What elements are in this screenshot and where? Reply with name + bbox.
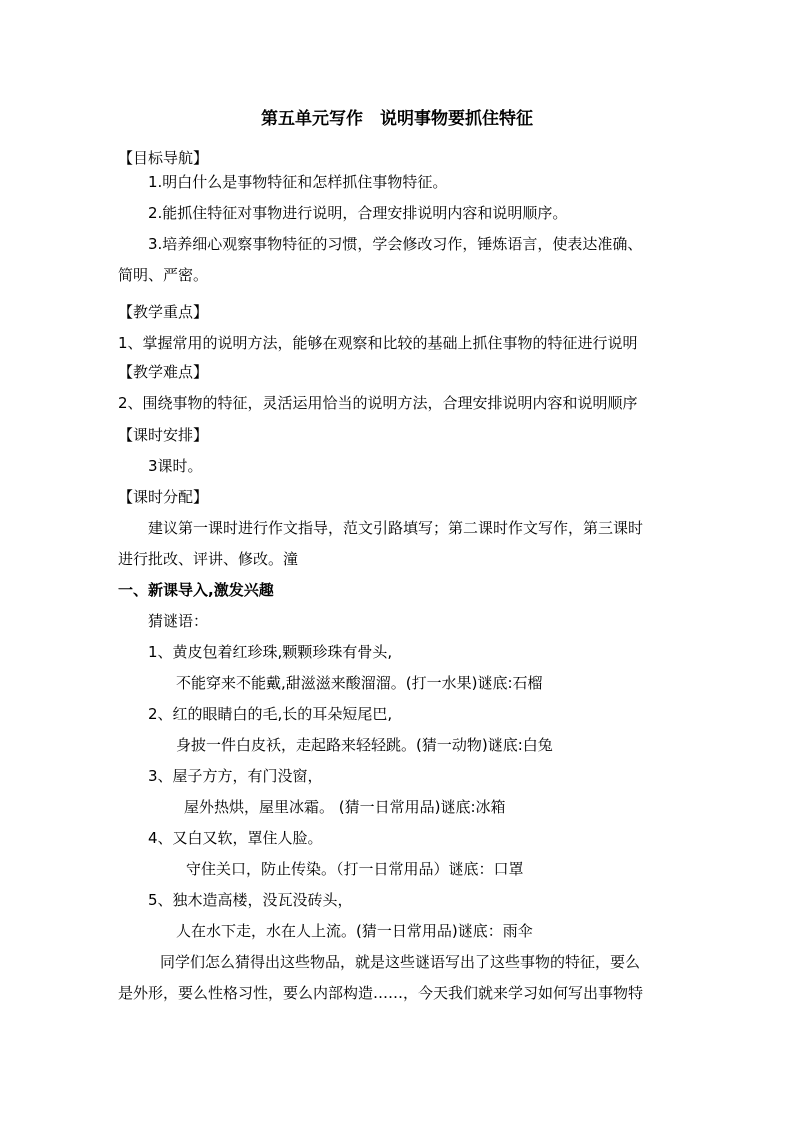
schedule-heading: 【课时安排】 (118, 426, 209, 444)
closing-paragraph-line-1: 同学们怎么猜得出这些物品，就是这些谜语写出了这些事物的特征，要么 (160, 953, 641, 971)
goals-heading: 【目标导航】 (118, 149, 209, 167)
allocation-text-line-2: 进行批改、评讲、修改。潼 (118, 550, 299, 568)
goal-item-3-line-2: 简明、严密。 (118, 266, 209, 284)
riddle-4-line-1: 4、又白又软，罩住人脸。 (148, 829, 323, 847)
goal-item-2: 2.能抓住特征对事物进行说明，合理安排说明内容和说明顺序。 (148, 204, 568, 222)
key-points-text: 1、掌握常用的说明方法，能够在观察和比较的基础上抓住事物的特征进行说明 (118, 334, 638, 352)
intro-heading: 一、新课导入,激发兴趣 (118, 581, 274, 599)
allocation-text-line-1: 建议第一课时进行作文指导，范文引路填写；第二课时作文写作，第三课时 (148, 519, 644, 537)
difficulty-text: 2、围绕事物的特征，灵活运用恰当的说明方法，合理安排说明内容和说明顺序 (118, 394, 638, 412)
key-points-heading: 【教学重点】 (118, 303, 209, 321)
riddle-2-line-2: 身披一件白皮袄，走起路来轻轻跳。(猜一动物)谜底:白兔 (176, 736, 553, 754)
riddle-3-line-2: 屋外热烘，屋里冰霜。 (猜一日常用品)谜底:冰箱 (184, 798, 506, 816)
riddle-1-line-2: 不能穿来不能戴,甜滋滋来酸溜溜。(打一水果)谜底:石榴 (176, 674, 543, 692)
document-title: 第五单元写作 说明事物要抓住特征 (261, 109, 533, 129)
riddle-5-line-2: 人在水下走，水在人上流。(猜一日常用品)谜底：雨伞 (176, 922, 533, 940)
schedule-text: 3课时。 (148, 457, 203, 475)
riddle-5-line-1: 5、独木造高楼，没瓦没砖头， (148, 891, 353, 909)
goal-item-1: 1.明白什么是事物特征和怎样抓住事物特征。 (148, 173, 448, 191)
difficulty-heading: 【教学难点】 (118, 363, 209, 381)
riddle-3-line-1: 3、屋子方方，有门没窗， (148, 767, 323, 785)
riddle-4-line-2: 守住关口，防止传染。（打一日常用品）谜底：口罩 (186, 860, 524, 878)
closing-paragraph-line-2: 是外形，要么性格习性，要么内部构造……，今天我们就来学习如何写出事物特 (118, 984, 644, 1002)
riddle-1-line-1: 1、黄皮包着红珍珠,颗颗珍珠有骨头, (148, 643, 393, 661)
riddle-2-line-1: 2、红的眼睛白的毛,长的耳朵短尾巴, (148, 705, 393, 723)
goal-item-3-line-1: 3.培养细心观察事物特征的习惯，学会修改习作，锤炼语言，使表达准确、 (148, 235, 643, 253)
riddle-intro: 猜谜语： (148, 612, 209, 630)
allocation-heading: 【课时分配】 (118, 488, 209, 506)
